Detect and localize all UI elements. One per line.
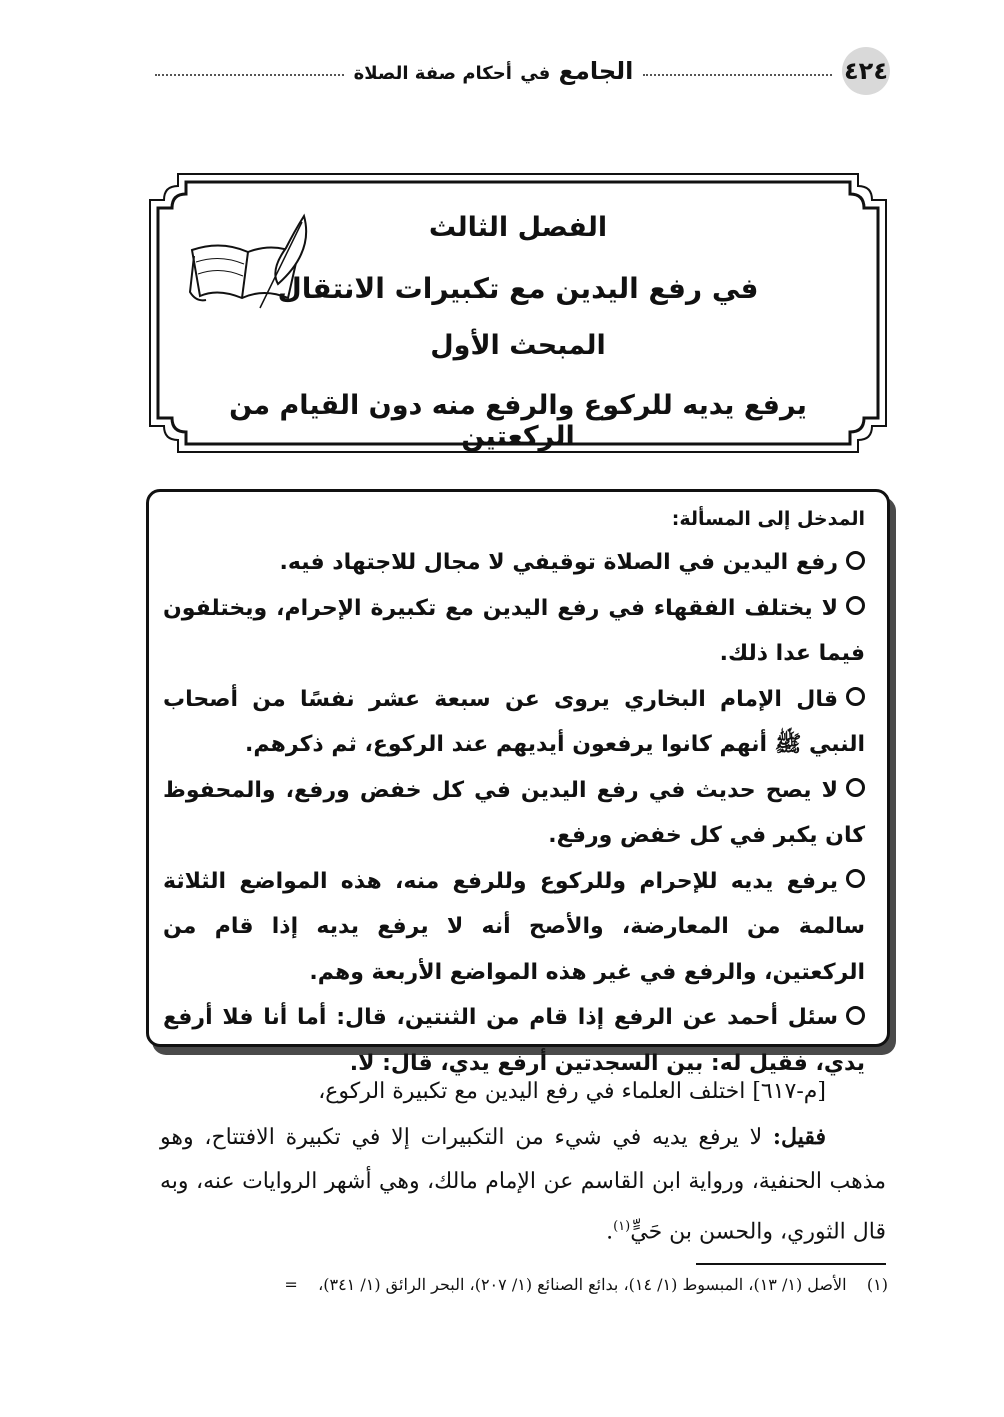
body-text <box>160 1070 886 1254</box>
footnote <box>148 1275 888 1294</box>
header-dots-right <box>643 74 832 76</box>
summary-item: لا يختلف الفقهاء في رفع اليدين مع تكبيرة الإحرام، ويختلفون فيما عدا ذلك. <box>163 595 865 666</box>
chapter-title: الفصل الثالث <box>428 212 608 243</box>
section-subtitle: يرفع يديه للركوع والرفع منه دون القيام من الركعتين <box>229 390 807 452</box>
running-title-part1: الجامع <box>558 57 634 85</box>
running-title <box>354 57 634 85</box>
footnote-reference[interactable]: (١) <box>613 1218 631 1234</box>
circle-bullet-icon <box>846 596 865 615</box>
page-header <box>145 48 890 94</box>
chapter-subtitle: في رفع اليدين مع تكبيرات الانتقال <box>277 272 759 305</box>
footnote-separator <box>696 1263 886 1265</box>
circle-bullet-icon <box>846 687 865 706</box>
circle-bullet-icon <box>846 869 865 888</box>
paragraph-2-text: لا يرفع يديه في شيء من التكبيرات إلا في تكبيرة الافتتاح، وهو مذهب الحنفية، ورواية ابن القاسم عن الإمام مالك، وهي أشهر الروايات عنه، وبه قال الثوري، والحسن بن حَيٍّ <box>160 1124 886 1244</box>
summary-item: يرفع يديه للإحرام وللركوع وللرفع منه، هذه المواضع الثلاثة سالمة من المعارضة، والأصح أنه لا يرفع يديه إذا قام من الركعتين، والرفع في غير هذه المواضع الأربعة وهم. <box>163 868 865 985</box>
chapter-frame <box>148 172 888 454</box>
summary-item: سئل أحمد عن الرفع إذا قام من الثنتين، قال: أما أنا فلا أرفع يدي، فقيل له: بين السجدتين أرفع يدي، قال: لا. <box>163 1005 865 1076</box>
page-number: ٤٢٤ <box>842 47 890 95</box>
section-title: المبحث الأول <box>430 330 606 361</box>
header-dots-left <box>155 74 344 76</box>
summary-item: رفع اليدين في الصلاة توقيفي لا مجال للاجتهاد فيه. <box>163 540 865 586</box>
summary-item: لا يصح حديث في رفع اليدين في كل خفض ورفع، والمحفوظ كان يكبر في كل خفض ورفع. <box>163 777 865 848</box>
chapter-heading <box>188 172 848 454</box>
running-title-part2: في <box>520 63 551 84</box>
paragraph-lead: فقيل: <box>772 1123 826 1150</box>
paragraph-1: [م-٦١٧] اختلف العلماء في رفع اليدين مع تكبيرة الركوع، <box>318 1079 826 1104</box>
circle-bullet-icon <box>846 1006 865 1025</box>
running-title-part3: أحكام صفة الصلاة <box>353 63 512 84</box>
summary-title: المدخل إلى المسألة: <box>671 508 865 530</box>
paragraph-2: فقيل: لا يرفع يديه في شيء من التكبيرات إلا في تكبيرة الافتتاح، وهو مذهب الحنفية، ورواية ابن القاسم عن الإمام مالك، وهي أشهر الروايات عنه، وبه قال الثوري، والحسن بن حَيٍّ$^{(١)}$. <box>160 1123 886 1244</box>
circle-bullet-icon <box>846 778 865 797</box>
summary-item: قال الإمام البخاري يروى عن سبعة عشر نفسًا من أصحاب النبي ﷺ أنهم كانوا يرفعون أيديهم عند الركوع، ثم ذكرهم. <box>163 686 865 757</box>
circle-bullet-icon <box>846 551 865 570</box>
footnote-number: (١) <box>866 1275 888 1294</box>
summary-box <box>146 489 890 1076</box>
footnote-text: الأصل (١/ ١٣)، المبسوط (١/ ١٤)، بدائع الصنائع (١/ ٢٠٧)، البحر الرائق (١/ ٣٤١)، <box>318 1275 847 1294</box>
summary-content <box>163 502 865 1086</box>
footnote-continuation: = <box>284 1275 298 1294</box>
